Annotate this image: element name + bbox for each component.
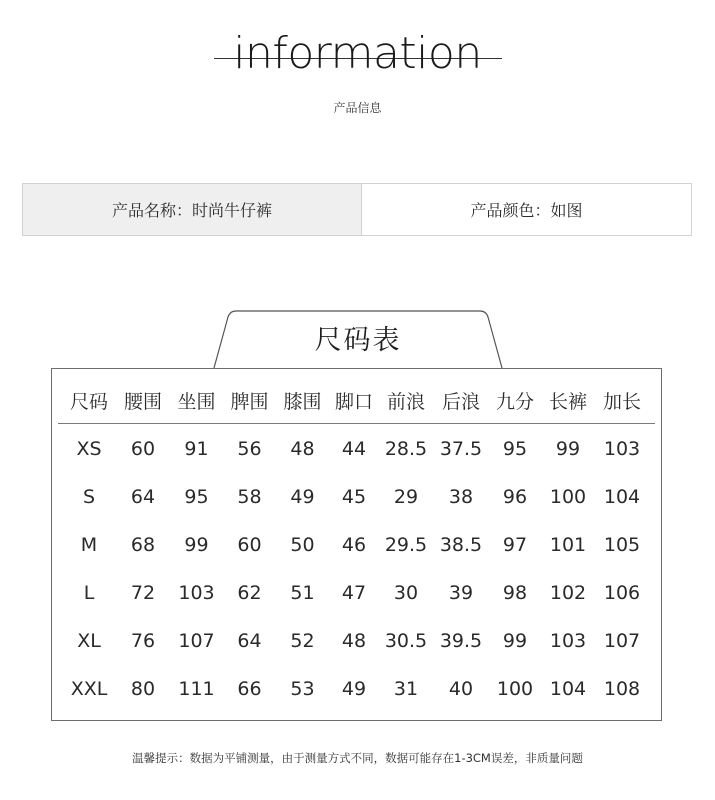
column-header: 腰围 <box>123 390 162 413</box>
table-row <box>62 521 656 569</box>
page-title: information <box>233 28 482 79</box>
product-name: 产品名称：时尚牛仔裤 <box>23 184 362 235</box>
product-info-bar <box>22 183 692 236</box>
table-cell: 80 <box>130 678 156 700</box>
table-row <box>62 473 656 521</box>
size-cell: XL <box>77 630 101 652</box>
table-cell: 45 <box>341 486 367 508</box>
table-cell: 76 <box>130 630 156 652</box>
table-cell: 105 <box>603 534 641 556</box>
table-cell: 66 <box>237 678 262 700</box>
product-color: 产品颜色：如图 <box>362 184 691 235</box>
column-header: 尺码 <box>69 390 108 413</box>
size-chart-body <box>62 425 656 713</box>
table-cell: 103 <box>178 582 215 604</box>
table-cell: 53 <box>290 678 315 700</box>
column-header: 脾围 <box>230 390 269 413</box>
table-cell: 52 <box>290 630 315 652</box>
table-cell: 40 <box>448 678 474 700</box>
table-cell: 107 <box>603 630 641 652</box>
table-cell: 38 <box>448 486 474 508</box>
table-cell: 64 <box>237 630 262 652</box>
size-chart-title: 尺码表 <box>314 325 402 356</box>
column-header: 后浪 <box>441 390 480 413</box>
size-cell: XXL <box>70 678 108 700</box>
column-header: 前浪 <box>386 390 425 413</box>
table-cell: 99 <box>184 534 209 556</box>
table-row <box>62 425 656 473</box>
table-cell: 100 <box>549 486 587 508</box>
table-cell: 51 <box>290 582 315 604</box>
table-cell: 30 <box>393 582 419 604</box>
table-cell: 48 <box>290 438 315 460</box>
table-cell: 60 <box>130 438 156 460</box>
size-cell: M <box>80 534 98 556</box>
table-cell: 68 <box>130 534 156 556</box>
table-row <box>62 617 656 665</box>
column-header: 加长 <box>602 390 641 413</box>
size-cell: XS <box>76 438 102 460</box>
table-cell: 28.5 <box>384 438 428 460</box>
column-header: 脚口 <box>334 390 373 413</box>
header-divider <box>58 423 655 424</box>
table-cell: 95 <box>502 438 528 460</box>
table-cell: 46 <box>341 534 367 556</box>
table-cell: 95 <box>184 486 209 508</box>
table-cell: 102 <box>549 582 587 604</box>
table-cell: 64 <box>130 486 156 508</box>
table-cell: 98 <box>502 582 528 604</box>
table-cell: 99 <box>502 630 528 652</box>
table-cell: 29 <box>393 486 419 508</box>
table-cell: 50 <box>290 534 315 556</box>
table-cell: 104 <box>549 678 587 700</box>
table-cell: 60 <box>237 534 262 556</box>
table-cell: 72 <box>130 582 156 604</box>
table-cell: 39.5 <box>439 630 483 652</box>
table-cell: 58 <box>237 486 262 508</box>
table-row <box>62 569 656 617</box>
table-cell: 44 <box>341 438 367 460</box>
table-cell: 49 <box>341 678 367 700</box>
table-cell: 107 <box>178 630 215 652</box>
size-cell: S <box>82 486 96 508</box>
table-cell: 103 <box>549 630 587 652</box>
table-cell: 103 <box>603 438 641 460</box>
table-cell: 108 <box>603 678 641 700</box>
table-cell: 62 <box>237 582 262 604</box>
size-cell: L <box>83 582 95 604</box>
column-header: 长裤 <box>548 390 587 413</box>
page-subtitle: 产品信息 <box>333 101 382 115</box>
table-cell: 97 <box>502 534 528 556</box>
table-cell: 91 <box>184 438 209 460</box>
column-header: 膝围 <box>283 390 322 413</box>
measurement-note: 温馨提示：数据为平铺测量，由于测量方式不同，数据可能存在1-3CM误差，非质量问题 <box>132 751 583 765</box>
table-cell: 111 <box>178 678 215 700</box>
table-cell: 48 <box>341 630 367 652</box>
size-chart-header-row <box>62 378 656 422</box>
table-cell: 96 <box>502 486 528 508</box>
table-cell: 37.5 <box>439 438 483 460</box>
column-header: 九分 <box>495 390 534 413</box>
table-cell: 47 <box>341 582 367 604</box>
table-cell: 31 <box>393 678 419 700</box>
table-cell: 101 <box>549 534 587 556</box>
table-cell: 38.5 <box>439 534 483 556</box>
table-cell: 99 <box>555 438 581 460</box>
table-cell: 106 <box>603 582 641 604</box>
table-cell: 104 <box>603 486 641 508</box>
column-header: 坐围 <box>177 390 216 413</box>
table-cell: 56 <box>237 438 262 460</box>
table-cell: 100 <box>496 678 534 700</box>
table-cell: 49 <box>290 486 315 508</box>
table-cell: 30.5 <box>384 630 428 652</box>
table-row <box>62 665 656 713</box>
table-cell: 29.5 <box>384 534 428 556</box>
table-cell: 39 <box>448 582 474 604</box>
